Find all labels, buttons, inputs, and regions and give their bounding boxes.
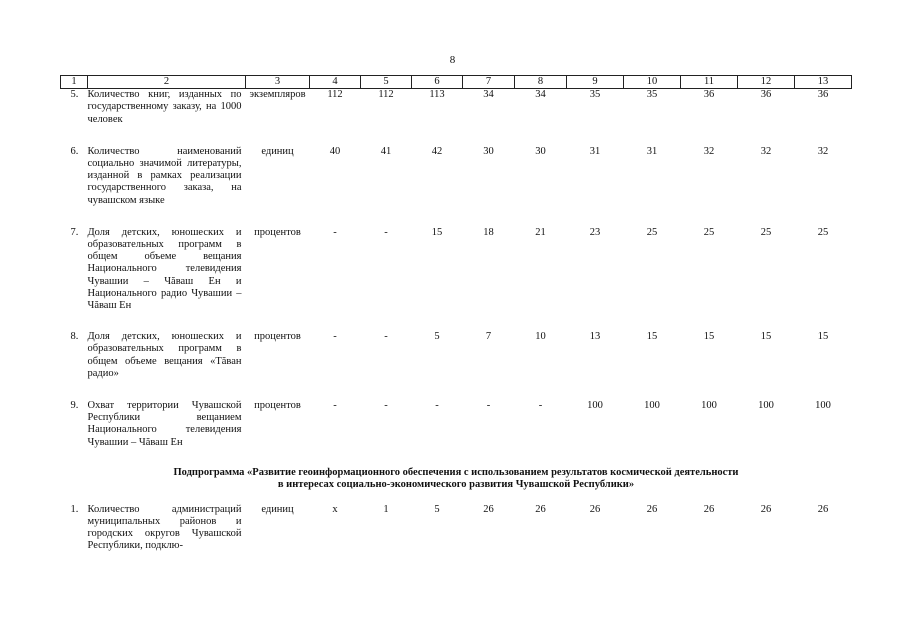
year-value: 100: [644, 400, 660, 412]
year-value: 31: [646, 145, 658, 157]
year-value: -: [486, 400, 491, 412]
year-value: 100: [701, 400, 717, 412]
table-row: [61, 331, 852, 400]
unit-of-measure: единиц: [261, 503, 294, 515]
header-cell-6: 6: [412, 76, 463, 89]
year-value: 25: [646, 226, 658, 238]
year-value: 32: [760, 145, 772, 157]
subprogram-row: [61, 467, 852, 504]
indicator-name: Количество книг, изданных по государственному заказу, на 1000 человек: [87, 89, 242, 125]
year-value: 10: [535, 331, 546, 343]
year-value: 32: [817, 145, 829, 157]
year-value: 36: [703, 89, 715, 101]
year-value: 100: [815, 400, 831, 412]
header-cell-7: 7: [463, 76, 515, 89]
row-number: 1.: [70, 503, 79, 515]
header-cell-11: 11: [681, 76, 738, 89]
year-value: 1: [383, 503, 389, 515]
row-number: 5.: [70, 89, 79, 101]
row-number: 9.: [70, 400, 79, 412]
year-value: 112: [378, 89, 394, 101]
year-value: 42: [431, 145, 443, 157]
unit-of-measure: процентов: [254, 400, 301, 412]
page-number: 8: [449, 54, 456, 66]
year-value: 23: [589, 226, 601, 238]
indicator-name: Охват территории Чувашской Республики вещанием Национального телевидения Чувашии – Чăваш Ен: [87, 400, 242, 448]
row-number: 7.: [70, 226, 79, 238]
indicator-name: Доля детских, юношеских и образовательных программ в общем объеме вещания Национального телевидения Чувашии – Чăваш Ен и Национального радио Чувашии – Чăваш Ен: [87, 226, 242, 312]
year-value: 26: [483, 503, 494, 515]
year-value: 113: [429, 89, 445, 101]
year-value: х: [332, 503, 338, 515]
unit-of-measure: процентов: [254, 331, 301, 343]
year-value: 41: [380, 145, 392, 157]
year-value: 100: [587, 400, 603, 412]
year-value: 5: [434, 331, 440, 343]
unit-of-measure: единиц: [261, 145, 294, 157]
year-value: -: [538, 400, 543, 412]
table-row: [61, 227, 852, 331]
header-cell-12: 12: [738, 76, 795, 89]
indicator-name: Количество наименований социально значимой литературы, изданной в рамках реализации государственного заказа, на чувашском языке: [87, 145, 242, 206]
year-value: 25: [817, 226, 829, 238]
year-value: 15: [817, 331, 829, 343]
year-value: 15: [431, 226, 443, 238]
year-value: 40: [329, 145, 341, 157]
year-value: 35: [589, 89, 601, 101]
year-value: 26: [817, 503, 829, 515]
year-value: 35: [646, 89, 658, 101]
year-value: 30: [535, 145, 546, 157]
header-cell-3: 3: [246, 76, 310, 89]
year-value: 18: [483, 226, 494, 238]
year-value: -: [435, 400, 439, 412]
year-value: 15: [760, 331, 772, 343]
row-number: 6.: [70, 145, 79, 157]
header-cell-4: 4: [310, 76, 361, 89]
year-value: -: [384, 400, 388, 412]
table-row: [61, 89, 852, 146]
year-value: 32: [703, 145, 715, 157]
year-value: 5: [434, 503, 440, 515]
year-value: 34: [535, 89, 546, 101]
year-value: -: [384, 331, 388, 343]
indicators-table: [60, 75, 852, 553]
year-value: 26: [760, 503, 772, 515]
unit-of-measure: процентов: [254, 226, 301, 238]
header-cell-8: 8: [515, 76, 567, 89]
header-cell-5: 5: [361, 76, 412, 89]
indicator-name: Количество администраций муниципальных районов и городских округов Чувашской Республики, подклю-: [87, 503, 242, 552]
year-value: 13: [589, 331, 601, 343]
year-value: -: [333, 331, 337, 343]
year-value: 112: [327, 89, 343, 101]
year-value: 36: [817, 89, 829, 101]
year-value: 15: [703, 331, 715, 343]
year-value: 15: [646, 331, 658, 343]
header-cell-10: 10: [624, 76, 681, 89]
year-value: -: [333, 226, 337, 238]
header-cell-1: 1: [61, 76, 88, 89]
year-value: 100: [758, 400, 774, 412]
header-cell-2: 2: [88, 76, 246, 89]
subprogram-title: Подпрограмма «Развитие геоинформационного обеспечения с использованием результатов космической деятельности в интересах социально-экономического развития Чувашской Республики»: [173, 466, 739, 491]
unit-of-measure: экземпляров: [249, 89, 306, 101]
year-value: 34: [483, 89, 494, 101]
year-value: 21: [535, 226, 546, 238]
year-value: -: [384, 226, 388, 238]
table-header-row: [61, 76, 852, 89]
year-value: 26: [646, 503, 658, 515]
year-value: -: [333, 400, 337, 412]
header-cell-13: 13: [795, 76, 852, 89]
year-value: 36: [760, 89, 772, 101]
year-value: 25: [703, 226, 715, 238]
row-number: 8.: [70, 331, 79, 343]
year-value: 30: [483, 145, 494, 157]
year-value: 7: [485, 331, 492, 343]
table-row: [61, 504, 852, 553]
year-value: 25: [760, 226, 772, 238]
header-cell-9: 9: [567, 76, 624, 89]
year-value: 26: [535, 503, 546, 515]
year-value: 31: [589, 145, 601, 157]
year-value: 26: [589, 503, 601, 515]
table-row: [61, 400, 852, 467]
indicator-name: Доля детских, юношеских и образовательных программ в общем объеме вещания «Тăван радио»: [87, 331, 242, 379]
year-value: 26: [703, 503, 715, 515]
table-row: [61, 146, 852, 227]
